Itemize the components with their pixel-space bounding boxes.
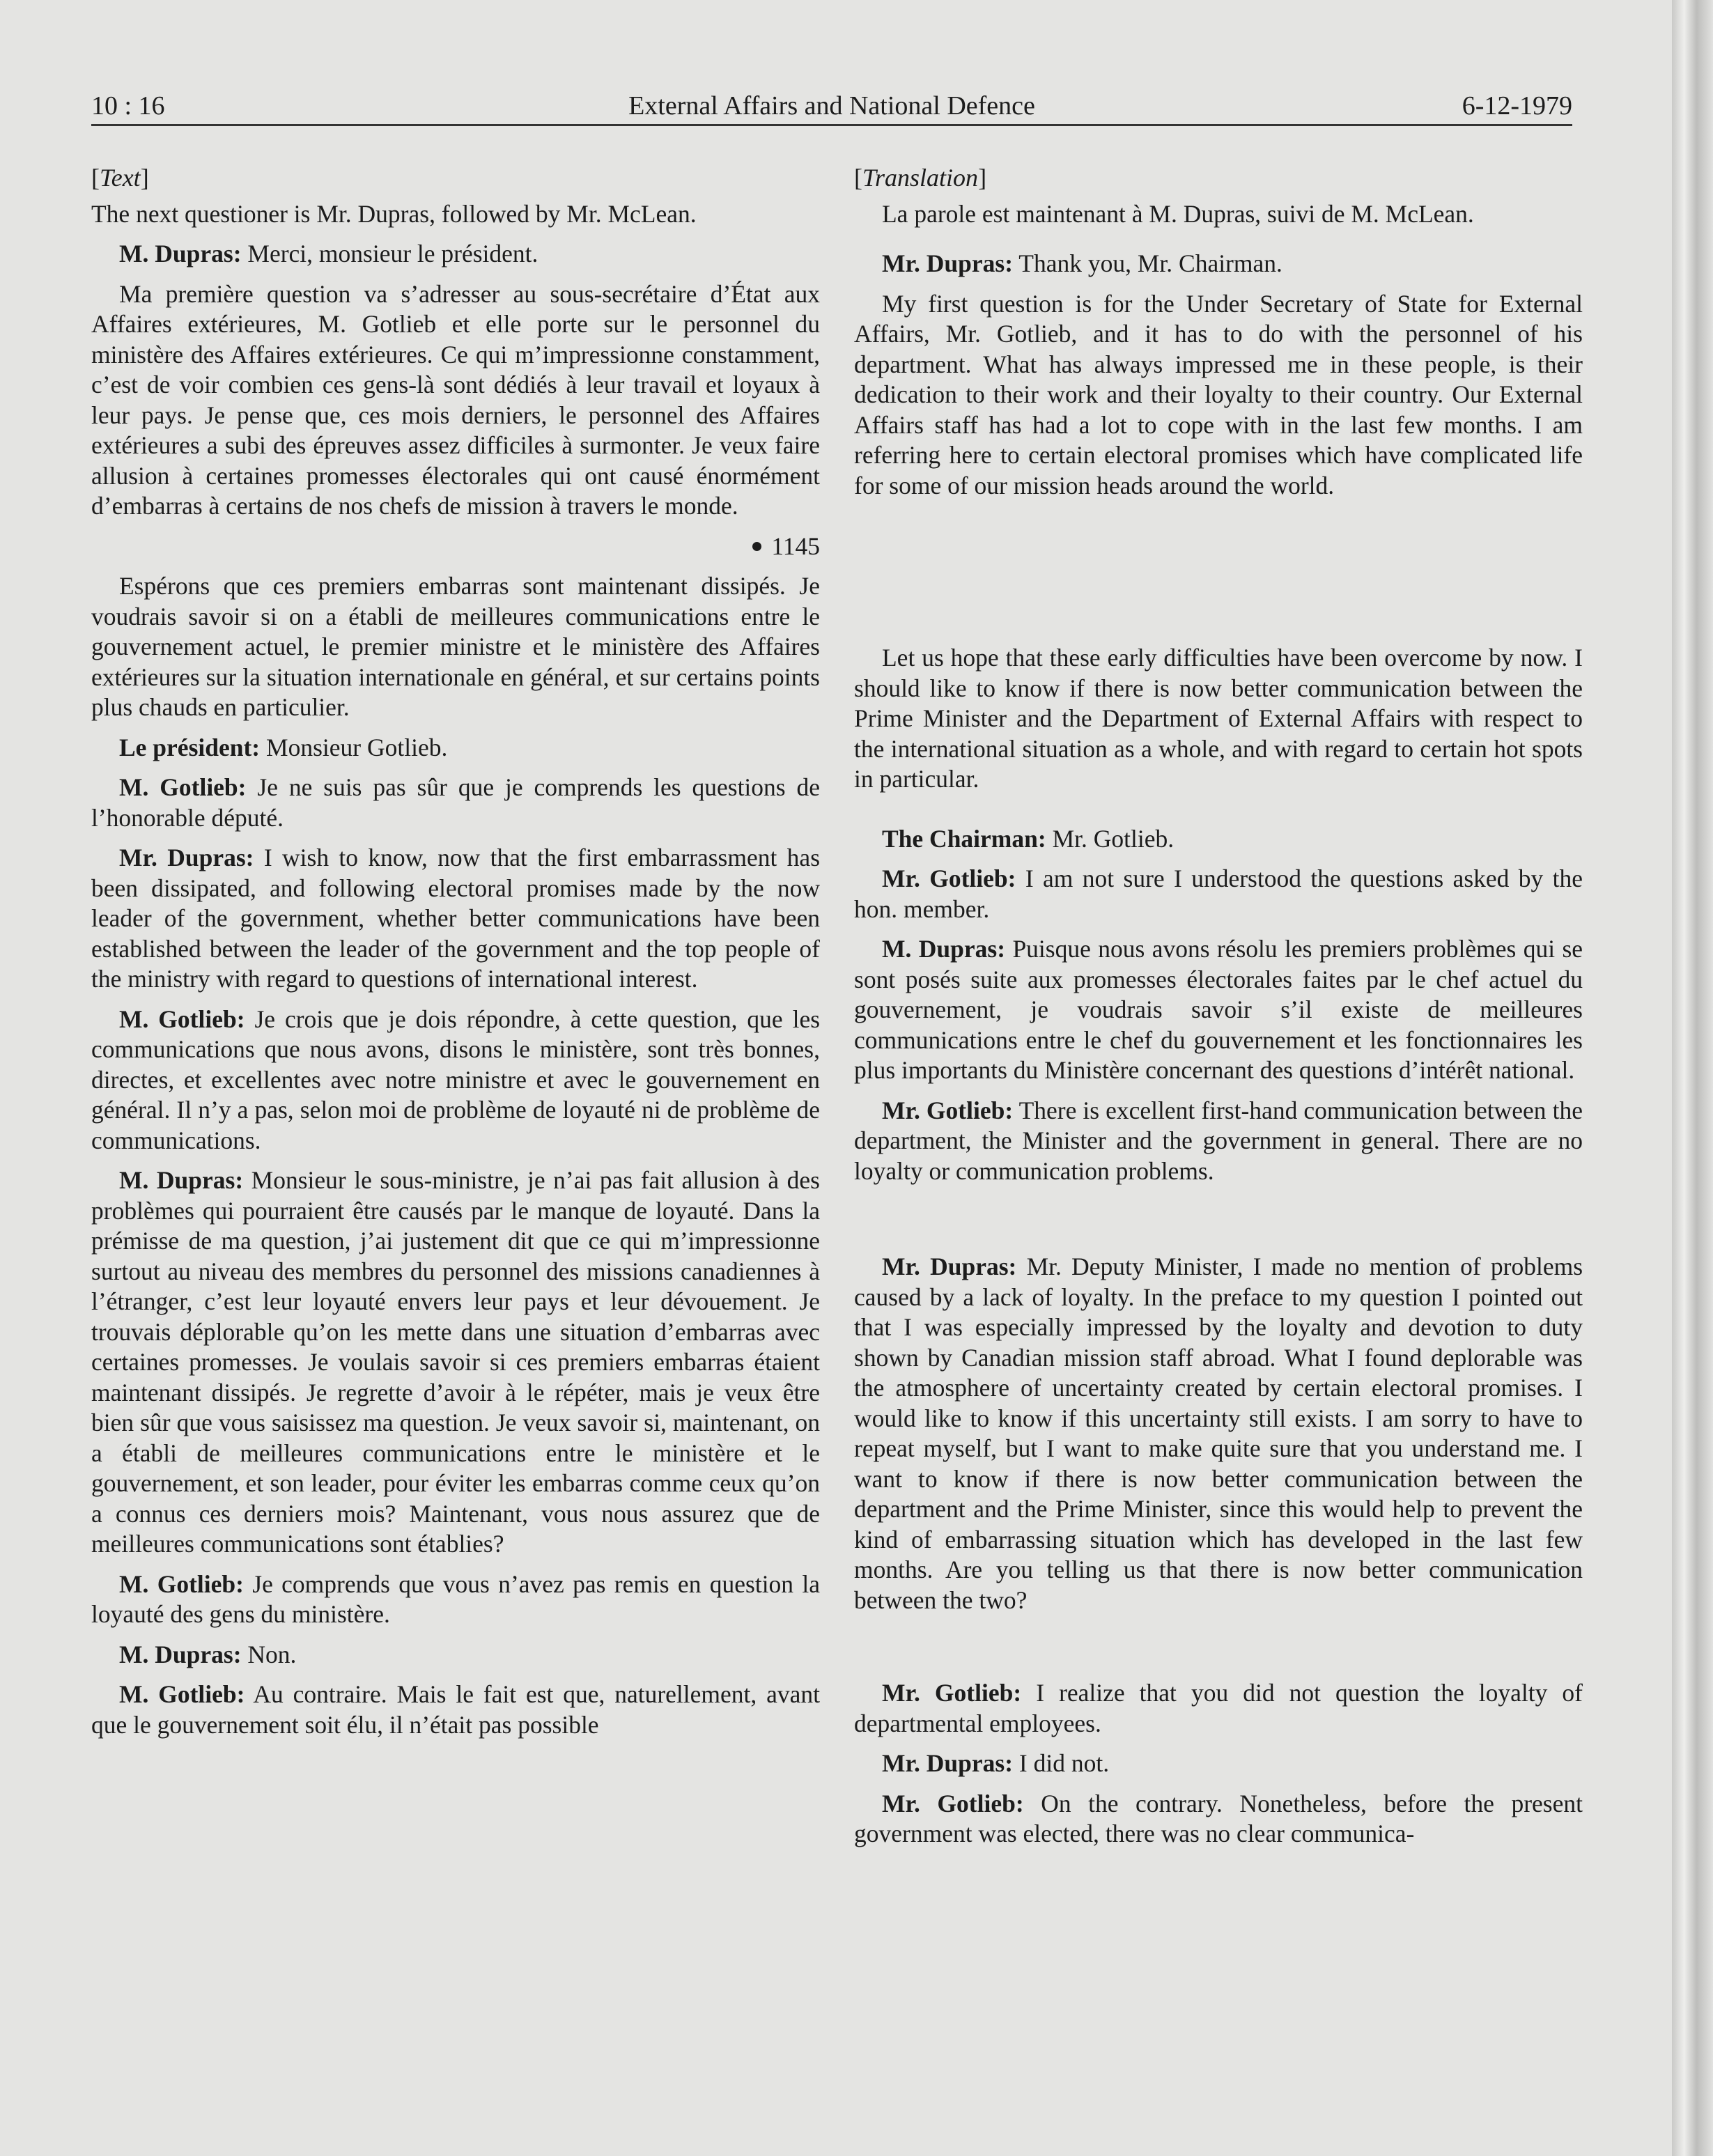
left-para-3: Ma première question va s’adresser au sous-secrétaire d’État aux Affaires extérieures, M. Gotlieb et elle porte sur le personnel du ministère des Affaires extérieures. Ce qui m’impressionne constamment, c’est de voir combien ces gens-là sont dédiés à leur travail et loyaux à leur pays. Je pense que, ces mois derniers, le personnel des Affaires extérieures a subi des épreuves assez difficiles à surmonter. Je veux faire allusion à certaines promesses électorales qui ont causé énormément d’embarras à certains de nos chefs de mission à travers le monde. bbox=[91, 279, 820, 520]
right-para-8: Mr. Gotlieb: There is excellent first-hand communication between the department, the Minister and the government in general. There are no loyalty or communication problems. bbox=[854, 1096, 1583, 1185]
header-title: External Affairs and National Defence bbox=[628, 91, 1035, 121]
left-para-5: Le président: Monsieur Gotlieb. bbox=[119, 733, 448, 761]
right-para-1: La parole est maintenant à M. Dupras, suivi de M. McLean. bbox=[882, 199, 1474, 228]
header-rule bbox=[91, 124, 1572, 126]
left-para-11: M. Dupras: Non. bbox=[119, 1640, 297, 1668]
left-para-8: M. Gotlieb: Je crois que je dois répondre, à cette question, que les communications que nous avons, disons le ministère, sont très bonnes, directes, et excellentes avec notre ministre et avec le gouvernement en général. Il n’y a pas, selon moi de problème de loyauté ni de problème de communications. bbox=[91, 1005, 821, 1154]
right-para-5: The Chairman: Mr. Gotlieb. bbox=[882, 824, 1175, 853]
right-language-tag: [Translation] bbox=[854, 164, 987, 192]
page-edge bbox=[1672, 0, 1713, 2156]
right-para-12: Mr. Gotlieb: On the contrary. Nonetheless, before the present government was elected, there was no clear communica- bbox=[854, 1789, 1583, 1847]
left-para-10: M. Gotlieb: Je comprends que vous n’avez pas remis en question la loyauté des gens du ministère. bbox=[91, 1569, 820, 1628]
running-header bbox=[91, 88, 1572, 124]
left-para-12: M. Gotlieb: Au contraire. Mais le fait est que, naturellement, avant que le gouvernement soit élu, il n’était pas possible bbox=[91, 1680, 820, 1739]
left-language-tag: [Text] bbox=[91, 164, 149, 192]
right-para-2: Mr. Dupras: Thank you, Mr. Chairman. bbox=[882, 249, 1282, 277]
right-para-10: Mr. Gotlieb: I realize that you did not question the loyalty of departmental employees. bbox=[854, 1679, 1583, 1737]
left-para-2: M. Dupras: Merci, monsieur le président. bbox=[119, 240, 538, 267]
header-date: 6-12-1979 bbox=[1462, 91, 1572, 121]
left-column bbox=[91, 156, 820, 1750]
right-para-3: My first question is for the Under Secretary of State for External Affairs, Mr. Gotlieb, and it has to do with the personnel of his department. What has always impressed me in these people, is their dedication to their work and their loyalty to their country. Our External Affairs staff has had a lot to cope with in the last few months. I am referring here to certain electoral promises which have complicated life for some of our mission heads around the world. bbox=[854, 289, 1583, 499]
left-para-7: Mr. Dupras: I wish to know, now that the first embarrassment has been dissipated, and following electoral promises made by the now leader of the government, whether better communications have been established between the leader of the government and the top people of the ministry with regard to questions of international interest. bbox=[91, 844, 821, 993]
right-para-6: Mr. Gotlieb: I am not sure I understood the questions asked by the hon. member. bbox=[854, 864, 1583, 923]
left-para-1: The next questioner is Mr. Dupras, followed by Mr. McLean. bbox=[91, 199, 697, 228]
right-para-4: Let us hope that these early difficulties have been overcome by now. I should like to know if there is now better communication between the Prime Minister and the Department of External Affairs with respect to the international situation as a whole, and with regard to certain hot spots in particular. bbox=[854, 644, 1583, 793]
left-para-4: Espérons que ces premiers embarras sont maintenant dissipés. Je voudrais savoir si on a établi de meilleures communications entre le gouvernement actuel, le premier ministre et le ministère des Affaires extérieures sur la situation internationale en général, et sur certains points plus chauds en particulier. bbox=[91, 572, 820, 721]
left-para-6: M. Gotlieb: Je ne suis pas sûr que je comprends les questions de l’honorable député. bbox=[91, 773, 820, 832]
right-para-11: Mr. Dupras: I did not. bbox=[882, 1749, 1110, 1777]
bullet-icon bbox=[752, 542, 761, 551]
time-marker: 1145 bbox=[91, 532, 820, 562]
right-para-7: M. Dupras: Puisque nous avons résolu les premiers problèmes qui se sont posés suite aux promesses électorales faites par le chef actuel du gouvernement, je voudrais savoir s’il existe de meilleures communications entre le chef du gouvernement et les fonctionnaires les plus importants du Ministère concernant des questions d’intérêt national. bbox=[854, 935, 1583, 1084]
right-para-9: Mr. Dupras: Mr. Deputy Minister, I made no mention of problems caused by a lack of loyalty. In the preface to my question I pointed out that I was especially impressed by the loyalty and devotion to duty shown by Canadian mission staff abroad. What I found deplorable was the atmosphere of uncertainty created by certain electoral promises. I would like to know if this uncertainty still exists. I am sorry to have to repeat myself, but I want to make quite sure that you understand me. I want to know if there is now better communication between the department and the Prime Minister, since this would help to prevent the kind of embarrassing situation which has developed in the last few months. Are you telling us that there is now better communication between the two? bbox=[854, 1253, 1583, 1614]
page-number: 10 : 16 bbox=[91, 91, 165, 121]
left-para-9: M. Dupras: Monsieur le sous-ministre, je n’ai pas fait allusion à des problèmes qui pourraient être causés par le manque de loyauté. Dans la prémisse de ma question, j’ai justement dit que ce qui m’impressionne surtout au niveau des membres du personnel des missions canadiennes à l’étranger, c’est leur loyauté envers leur pays et leur dévouement. Je trouvais déplorable qu’on les mette dans une situation d’embarras avec certaines promesses. Je voulais savoir si ces premiers embarras étaient maintenant dissipés. Je regrette d’avoir à le répéter, mais je veux être bien sûr que vous saisissez ma question. Je veux savoir si, maintenant, on a établi de meilleures communications entre le ministère et le gouvernement, et son leader, pour éviter les embarras comme ceux qu’on a connus ces derniers mois? Maintenant, vous nous assurez que de meilleures communications sont établies? bbox=[91, 1166, 821, 1558]
right-column bbox=[854, 156, 1583, 1859]
